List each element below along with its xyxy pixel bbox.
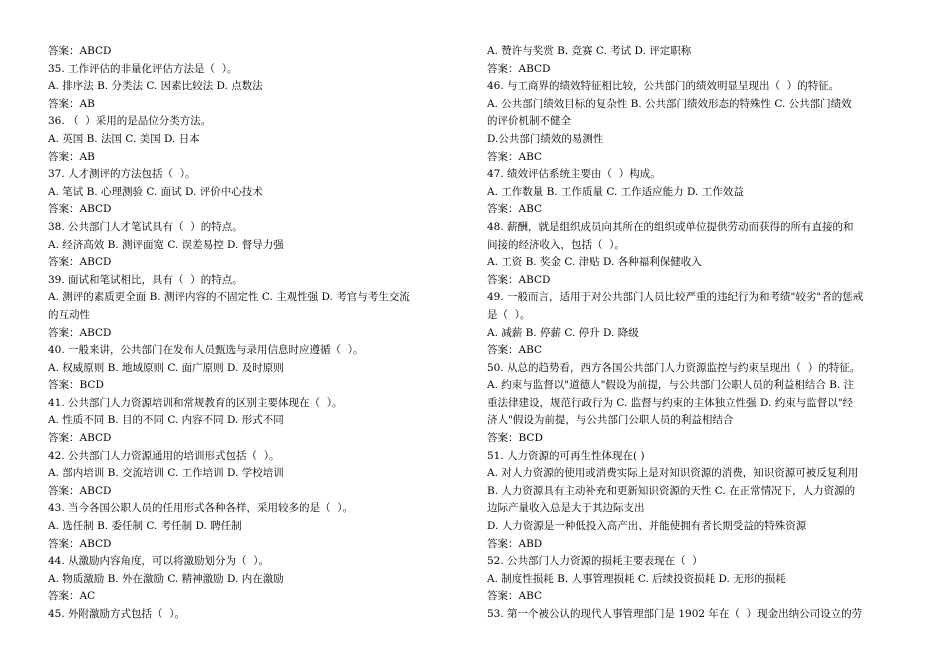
question-line: 35. 工作评估的非量化评估方法是（ ）。: [48, 62, 238, 75]
question-line: 37. 人才测评的方法包括（ ）。: [48, 168, 196, 181]
question-line: 50. 从总的趋势看，西方各国公共部门人力资源监控与约束呈现出（ ）的特征。: [487, 361, 861, 374]
question-line: 44. 从激励内容角度，可以将激励划分为（ ）。: [48, 555, 269, 568]
answer-line: 答案：ABCD: [48, 484, 112, 497]
question-line: 36. （ ）采用的是品位分类方法。: [48, 115, 212, 128]
answer-line: 答案：BCD: [487, 432, 543, 445]
continuation-line: 重法律建设，规范行政行为 C. 监督与约束的主体独立性强 D. 约束与监督以"经: [487, 396, 854, 409]
answer-line: 答案：ABCD: [48, 256, 112, 269]
question-line: 39. 面试和笔试相比，具有（ ）的特点。: [48, 273, 243, 286]
options-line: A. 笔试 B. 心理测验 C. 面试 D. 评价中心技术: [48, 185, 263, 198]
options-line: A. 测评的素质更全面 B. 测评内容的不固定性 C. 主观性强 D. 考官与考生交流: [48, 291, 410, 304]
question-line: 45. 外附激励方式包括（ ）。: [48, 608, 185, 620]
answer-line: 答案：AB: [48, 150, 95, 163]
continuation-line: 的互动性: [48, 308, 90, 321]
answer-line: 答案：AB: [48, 97, 95, 110]
options-line: A. 物质激励 B. 外在激励 C. 精神激励 D. 内在激励: [48, 572, 284, 585]
options-line: A. 排序法 B. 分类法 C. 因素比较法 D. 点数法: [48, 80, 263, 93]
options-line: A. 公共部门绩效目标的复杂性 B. 公共部门绩效形态的特殊性 C. 公共部门绩效: [487, 97, 852, 110]
question-line: 40. 一般来讲，公共部门在发布人员甄选与录用信息时应遵循（ ）。: [48, 344, 364, 357]
question-line: 48. 薪酬，就是组织成员向其所在的组织或单位提供劳动而获得的所有直接的和: [487, 220, 854, 233]
options-line: A. 制度性损耗 B. 人事管理损耗 C. 后续投资损耗 D. 无形的损耗: [487, 572, 786, 585]
question-line: 53. 第一个被公认的现代人事管理部门是 1902 年在（ ）现金出纳公司设立的劳: [487, 608, 863, 620]
question-line: 52. 公共部门人力资源的损耗主要表现在（ ）: [487, 555, 703, 568]
answer-line: 答案：ABC: [487, 150, 543, 163]
question-line: 46. 与工商界的绩效特征相比较，公共部门的绩效明显呈现出（ ）的特征。: [487, 80, 840, 93]
options-line: A. 部内培训 B. 交流培训 C. 工作培训 D. 学校培训: [48, 467, 284, 480]
answer-line: 答案：BCD: [48, 379, 104, 392]
options-line: B. 人力资源具有主动补充和更新知识资源的天性 C. 在正常情况下，人力资源的: [487, 484, 856, 497]
question-line: 42. 公共部门人力资源通用的培训形式包括（ ）。: [48, 449, 280, 462]
options-line: A. 权威原则 B. 地域原则 C. 面广原则 D. 及时原则: [48, 361, 284, 374]
options-line: A. 约束与监督以"道德人"假设为前提，与公共部门公职人员的利益相结合 B. 注: [487, 379, 855, 392]
question-line: 38. 公共部门人才笔试具有（ ）的特点。: [48, 220, 243, 233]
continuation-line: 的评价机制不健全: [487, 115, 571, 128]
answer-line: 答案：ABCD: [48, 45, 112, 57]
options-line: A. 减薪 B. 停薪 C. 停升 D. 降级: [487, 326, 639, 339]
options-line: D. 人力资源是一种低投入高产出、并能使拥有者长期受益的特殊资源: [487, 520, 807, 533]
answer-line: 答案：ABC: [487, 344, 543, 357]
options-line: A. 工资 B. 奖金 C. 津贴 D. 各种福利保健收入: [487, 256, 702, 269]
options-line: A. 赞许与奖赏 B. 竞赛 C. 考试 D. 评定职称: [487, 45, 692, 57]
continuation-line: 边际产量收入总是大于其边际支出: [487, 502, 645, 515]
answer-line: 答案：ABCD: [48, 326, 112, 339]
question-line: 51. 人力资源的可再生性体现在( ): [487, 449, 645, 462]
options-line: A. 性质不同 B. 目的不同 C. 内容不同 D. 形式不同: [48, 414, 284, 427]
continuation-line: 济人"假设为前提，与公共部门公职人员的利益相结合: [487, 414, 734, 427]
question-line: 43. 当今各国公职人员的任用形式各种各样，采用较多的是（ ）。: [48, 502, 353, 515]
answer-line: 答案：AC: [48, 590, 96, 603]
options-line: A. 经济高效 B. 测评面宽 C. 误差易控 D. 督导力强: [48, 238, 284, 251]
question-line: 47. 绩效评估系统主要由（ ）构成。: [487, 168, 661, 181]
continuation-line: 间接的经济收入，包括（ ）。: [487, 238, 625, 251]
answer-line: 答案：ABCD: [487, 273, 551, 286]
left-column: [48, 43, 466, 624]
answer-line: 答案：ABCD: [48, 537, 112, 550]
options-line: D.公共部门绩效的易测性: [487, 132, 604, 145]
question-line: 49. 一般而言，适用于对公共部门人员比较严重的违纪行为和考绩"较劣"者的惩戒: [487, 291, 864, 304]
continuation-line: 是（ ）。: [487, 308, 531, 321]
options-line: A. 英国 B. 法国 C. 美国 D. 日本: [48, 132, 200, 145]
options-line: A. 选任制 B. 委任制 C. 考任制 D. 聘任制: [48, 520, 242, 533]
answer-line: 答案：ABCD: [487, 62, 551, 75]
options-line: A. 对人力资源的使用或消费实际上是对知识资源的消费，知识资源可被反复利用: [487, 467, 859, 480]
question-line: 41. 公共部门人力资源培训和常规教育的区别主要体现在（ ）。: [48, 396, 343, 409]
answer-line: 答案：ABD: [487, 537, 543, 550]
answer-line: 答案：ABCD: [48, 432, 112, 445]
answer-line: 答案：ABCD: [48, 203, 112, 216]
right-column: [487, 43, 905, 624]
answer-line: 答案：ABC: [487, 590, 543, 603]
answer-line: 答案：ABC: [487, 203, 543, 216]
options-line: A. 工作数量 B. 工作质量 C. 工作适应能力 D. 工作效益: [487, 185, 744, 198]
